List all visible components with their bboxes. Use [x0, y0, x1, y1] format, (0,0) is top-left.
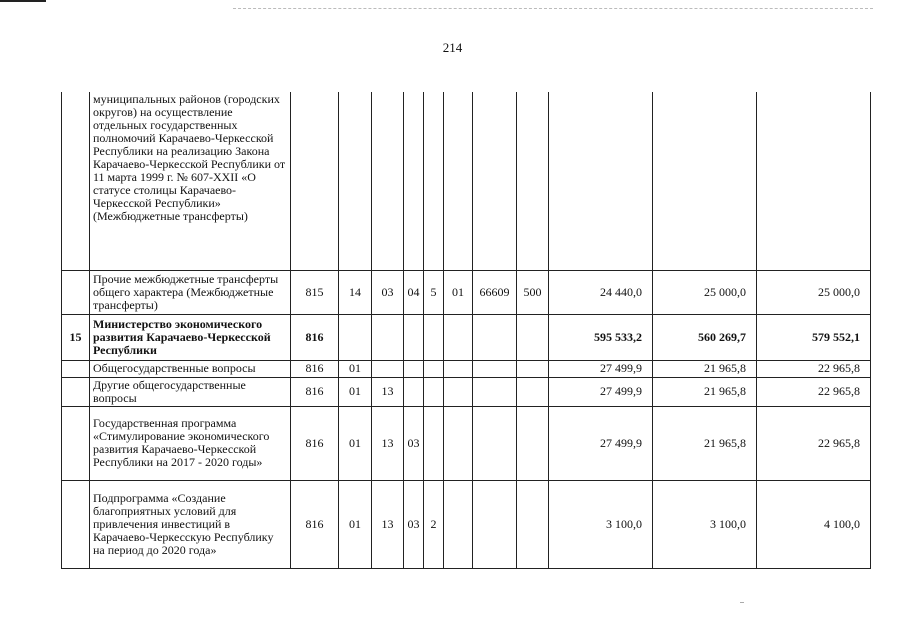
amount-year2-cell: 560 269,7 — [653, 314, 757, 360]
item-name-cell: Общегосударственные вопросы — [90, 360, 291, 377]
amount-year3-cell: 22 965,8 — [757, 377, 871, 406]
event-code-cell — [444, 406, 473, 480]
expense-type-code-cell — [517, 480, 549, 568]
amount-year1-cell: 24 440,0 — [549, 270, 653, 314]
item-name-cell: Министерство экономического развития Карачаево-Черкесской Республики — [90, 314, 291, 360]
ministry-code-cell — [291, 92, 339, 270]
amount-year2-cell: 25 000,0 — [653, 270, 757, 314]
subprogram-code-cell: 2 — [424, 480, 444, 568]
program-code-cell — [404, 314, 424, 360]
table-row — [62, 92, 871, 270]
amount-year1-cell — [549, 92, 653, 270]
expense-type-code-cell — [517, 377, 549, 406]
program-code-cell: 03 — [404, 406, 424, 480]
subprogram-code-cell: 5 — [424, 270, 444, 314]
item-name-cell: Прочие межбюджетные трансферты общего характера (Межбюджетные трансферты) — [90, 270, 291, 314]
event-code-cell — [444, 480, 473, 568]
event-code-cell — [444, 314, 473, 360]
section-code-cell: 01 — [339, 406, 372, 480]
subsection-code-cell — [372, 360, 404, 377]
item-name-cell: Подпрограмма «Создание благоприятных условий для привлечения инвестиций в Карачаево-Черкесскую Республику на период до 2020 года» — [90, 480, 291, 568]
row-number-cell: 15 — [62, 314, 90, 360]
direction-code-cell — [473, 314, 517, 360]
event-code-cell — [444, 92, 473, 270]
subsection-code-cell: 03 — [372, 270, 404, 314]
ministry-code-cell: 816 — [291, 406, 339, 480]
direction-code-cell — [473, 377, 517, 406]
expense-type-code-cell — [517, 92, 549, 270]
scan-edge-mark — [0, 0, 46, 2]
subsection-code-cell: 13 — [372, 480, 404, 568]
ministry-code-cell: 816 — [291, 480, 339, 568]
subprogram-code-cell — [424, 406, 444, 480]
amount-year3-cell — [757, 92, 871, 270]
page-number: 214 — [442, 40, 463, 55]
row-number-cell — [62, 360, 90, 377]
amount-year1-cell: 595 533,2 — [549, 314, 653, 360]
amount-year2-cell: 21 965,8 — [653, 360, 757, 377]
program-code-cell: 03 — [404, 480, 424, 568]
subsection-code-cell: 13 — [372, 406, 404, 480]
scan-smudge — [740, 602, 744, 603]
ministry-code-cell: 816 — [291, 360, 339, 377]
expense-type-code-cell — [517, 360, 549, 377]
item-name-cell: муниципальных районов (городских округов) на осуществление отдельных государственных полномочий Карачаево-Черкесской Республики на реализацию Закона Карачаево-Черкесской Республики от 11 марта 1999 г. № 607-XXII «О статусе столицы Карачаево-Черкесской Республики» (Межбюджетные трансферты) — [90, 92, 291, 270]
amount-year2-cell: 3 100,0 — [653, 480, 757, 568]
direction-code-cell: 66609 — [473, 270, 517, 314]
budget-table — [61, 92, 871, 569]
section-code-cell: 14 — [339, 270, 372, 314]
amount-year1-cell: 27 499,9 — [549, 406, 653, 480]
item-name-cell: Государственная программа «Стимулирование экономического развития Карачаево-Черкесской Республики на 2017 - 2020 годы» — [90, 406, 291, 480]
section-code-cell: 01 — [339, 480, 372, 568]
amount-year2-cell: 21 965,8 — [653, 377, 757, 406]
amount-year1-cell: 3 100,0 — [549, 480, 653, 568]
table-row — [62, 406, 871, 480]
section-code-cell — [339, 92, 372, 270]
table-row — [62, 480, 871, 568]
scan-edge-line — [233, 8, 873, 9]
ministry-code-cell: 815 — [291, 270, 339, 314]
program-code-cell: 04 — [404, 270, 424, 314]
section-code-cell: 01 — [339, 377, 372, 406]
expense-type-code-cell: 500 — [517, 270, 549, 314]
ministry-code-cell: 816 — [291, 314, 339, 360]
row-number-cell — [62, 270, 90, 314]
table-row — [62, 377, 871, 406]
amount-year3-cell: 579 552,1 — [757, 314, 871, 360]
subprogram-code-cell — [424, 377, 444, 406]
amount-year3-cell: 25 000,0 — [757, 270, 871, 314]
amount-year3-cell: 4 100,0 — [757, 480, 871, 568]
program-code-cell — [404, 377, 424, 406]
amount-year2-cell — [653, 92, 757, 270]
table-row — [62, 360, 871, 377]
ministry-code-cell: 816 — [291, 377, 339, 406]
amount-year3-cell: 22 965,8 — [757, 406, 871, 480]
amount-year1-cell: 27 499,9 — [549, 360, 653, 377]
table-row — [62, 270, 871, 314]
subsection-code-cell — [372, 92, 404, 270]
table-row — [62, 314, 871, 360]
amount-year1-cell: 27 499,9 — [549, 377, 653, 406]
row-number-cell — [62, 480, 90, 568]
program-code-cell — [404, 92, 424, 270]
program-code-cell — [404, 360, 424, 377]
budget-table-body — [62, 92, 871, 568]
subprogram-code-cell — [424, 360, 444, 377]
event-code-cell: 01 — [444, 270, 473, 314]
row-number-cell — [62, 406, 90, 480]
section-code-cell — [339, 314, 372, 360]
subsection-code-cell: 13 — [372, 377, 404, 406]
item-name-cell: Другие общегосударственные вопросы — [90, 377, 291, 406]
event-code-cell — [444, 377, 473, 406]
direction-code-cell — [473, 480, 517, 568]
section-code-cell: 01 — [339, 360, 372, 377]
row-number-cell — [62, 92, 90, 270]
expense-type-code-cell — [517, 406, 549, 480]
direction-code-cell — [473, 92, 517, 270]
amount-year2-cell: 21 965,8 — [653, 406, 757, 480]
subprogram-code-cell — [424, 92, 444, 270]
subprogram-code-cell — [424, 314, 444, 360]
direction-code-cell — [473, 360, 517, 377]
subsection-code-cell — [372, 314, 404, 360]
row-number-cell — [62, 377, 90, 406]
direction-code-cell — [473, 406, 517, 480]
event-code-cell — [444, 360, 473, 377]
amount-year3-cell: 22 965,8 — [757, 360, 871, 377]
expense-type-code-cell — [517, 314, 549, 360]
